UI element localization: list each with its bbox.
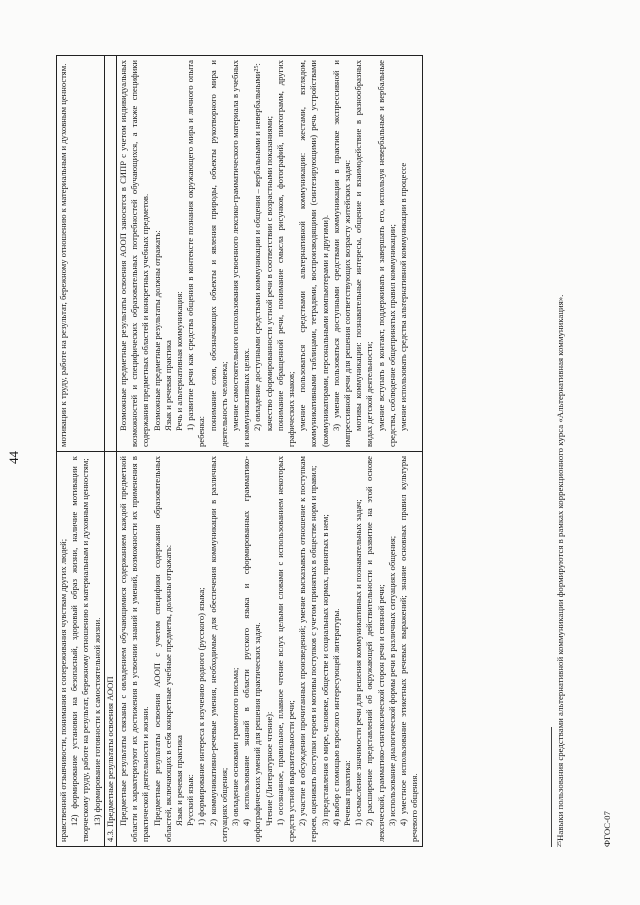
footnote	[555, 67, 566, 847]
right-paragraph: понимание слов, обозначающих объекты и явления природы, объекты рукотворного мира и деятельность человека;	[207, 60, 229, 447]
subject-heading: Русский язык:	[185, 774, 196, 826]
right-paragraph: умение использовать средства альтернативной коммуникации в процессе	[398, 162, 409, 431]
right-paragraph: 1) развитие речи как средства общения в контексте познания окружающего мира и личного опыта ребенка:	[185, 60, 207, 447]
left-paragraph: 3) овладение основами грамотного письма;	[230, 667, 241, 826]
page-number: 44	[6, 451, 21, 464]
right-paragraph: умение вступать в контакт, поддерживать и завершать его, используя невербальные и вербальные средства, соблюдение общепринятых правил коммуникации;	[375, 60, 397, 447]
left-paragraph: 2) участие в обсуждении прочитанных произведений; умение высказывать отношение к поступкам героев, оценивать поступки героев и мотивы поступков с учетом принятых в обществе норм и правил;	[297, 456, 319, 842]
left-paragraph: 1) осмысление значимости речи для решения коммуникативных и познавательных задач;	[353, 499, 364, 826]
continuation-left-line: нравственной отзывчивости, понимания и сопереживания чувствам других людей;	[58, 538, 68, 842]
left-paragraph: 2) расширение представлений об окружающей действительности и развитие на этой основе лексической, грамматико-синтаксической сторон речи и связной речи;	[364, 456, 386, 842]
continuation-left-cell	[57, 452, 105, 847]
continuation-left-line: 12) формирование установки на безопасный, здоровый образ жизни, наличие мотивации к творческому труду, работе на результат, бережному отношению к материальным и духовным ценностям;	[69, 456, 91, 842]
left-paragraph: 3) использование диалогической формы речи в различных ситуациях общения;	[386, 535, 397, 826]
document-code: ФГОС-07	[602, 811, 612, 847]
left-paragraph: 1) осознанное, правильное, плавное чтение вслух целыми словами с использованием некоторых средств устной выразительности речи;	[274, 456, 297, 842]
right-paragraph: Возможные предметные результаты освоения АООП заносятся в СИПР с учетом индивидуальных возможностей и специфических образовательных потребностей обучающихся, а также специфики содержания предметных областей и конкретных учебных предметов.	[118, 60, 151, 447]
left-paragraph: 4) уместное использование этикетных речевых выражений; знание основных правил культуры речевого общения.	[398, 456, 420, 842]
footnote-reference: 25	[254, 65, 261, 72]
right-paragraph: 3) умение пользоваться доступными средствами коммуникации в практике экспрессивной и импрессивной речи для решения соответствующих возрасту житейских задач:	[330, 60, 353, 447]
subject-area-heading: Язык и речевая практика	[162, 340, 173, 431]
subject-heading: Речевая практика:	[342, 760, 353, 826]
subject-heading: Речь и альтернативная коммуникация:	[174, 291, 185, 431]
right-results-cell	[117, 56, 422, 452]
continuation-right-cell	[57, 56, 105, 452]
standard-table	[56, 55, 423, 847]
left-paragraph: Предметные результаты освоения АООП с учетом специфики содержания образовательных областей, включающих в себя конкретные учебные предметы, должны отражать:	[151, 456, 173, 842]
left-paragraph: 4) использование знаний в области русского языка и сформированных грамматико-орфографических умений для решения практических задач.	[241, 456, 263, 842]
subject-area-heading: Язык и речевая практика	[174, 735, 185, 826]
footnote-separator	[551, 727, 552, 847]
right-paragraph: Возможные предметные результаты должны отражать:	[151, 230, 162, 431]
continuation-row	[57, 56, 105, 847]
right-paragraph-text: 2) овладение доступными средствами коммуникации и общения – вербальными и невербальными	[252, 71, 263, 431]
left-paragraph: 3) представления о мире, человеке, обществе и социальных нормах, принятых в нем;	[319, 514, 330, 826]
footnote-text: Навыки пользования средствами альтернативной коммуникации формируются в рамках коррекционного курса «Альтернативная коммуникация».	[555, 294, 565, 841]
right-paragraph: понимание обращенной речи, понимание смысла рисунков, фотографий, пиктограмм, других графических знаков;	[274, 60, 297, 447]
section-title-empty-cell	[104, 56, 116, 452]
left-paragraph: 2) коммуникативно-речевые умения, необходимые для обеспечения коммуникации в различных ситуациях общения;	[207, 456, 229, 842]
right-paragraph: умение самостоятельного использования усвоенного лексико-грамматического материала в учебных и коммуникативных целях.	[230, 60, 252, 447]
left-paragraph: Предметные результаты связаны с овладением обучающимися содержанием каждой предметной области и характеризуют их достижения в усвоении знаний и умений, возможности их применения в практической деятельности и жизни.	[118, 456, 151, 842]
section-title: 4.3. Предметные результаты освоения АООП	[104, 452, 116, 847]
left-paragraph: 1) формирование интереса к изучению родного (русского) языка;	[196, 587, 207, 826]
results-row	[117, 56, 422, 847]
right-paragraph: 2) овладение доступными средствами коммуникации и общения – вербальными и невербальными$^{25}$:	[252, 63, 263, 431]
subject-heading: Чтение (Литературное чтение):	[263, 711, 274, 826]
left-results-cell	[117, 452, 422, 847]
footnote-marker: 25	[557, 841, 563, 847]
right-paragraph: умение пользоваться средствами альтернативной коммуникации: жестами, взглядом, коммуникативными таблицами, тетрадями, воспроизводящими (синтезирующими) речь устройствами (коммуникаторами, персональными компьютерами и другими).	[297, 60, 330, 447]
continuation-right-line: мотивации к труду, работе на результат, бережному отношению к материальным и духовным ценностям.	[58, 63, 68, 447]
right-paragraph: качество сформированности устной речи в соответствии с возрастными показаниями;	[263, 115, 274, 431]
left-paragraph: 4) выбор с помощью взрослого интересующей литературы.	[330, 608, 341, 826]
right-paragraph: мотивы коммуникации: познавательные интересы, общение и взаимодействие в разнообразных видах детской деятельности;	[353, 60, 375, 447]
continuation-left-line: 13) формирование готовности к самостоятельной жизни.	[91, 617, 102, 826]
section-title-row	[104, 56, 116, 847]
